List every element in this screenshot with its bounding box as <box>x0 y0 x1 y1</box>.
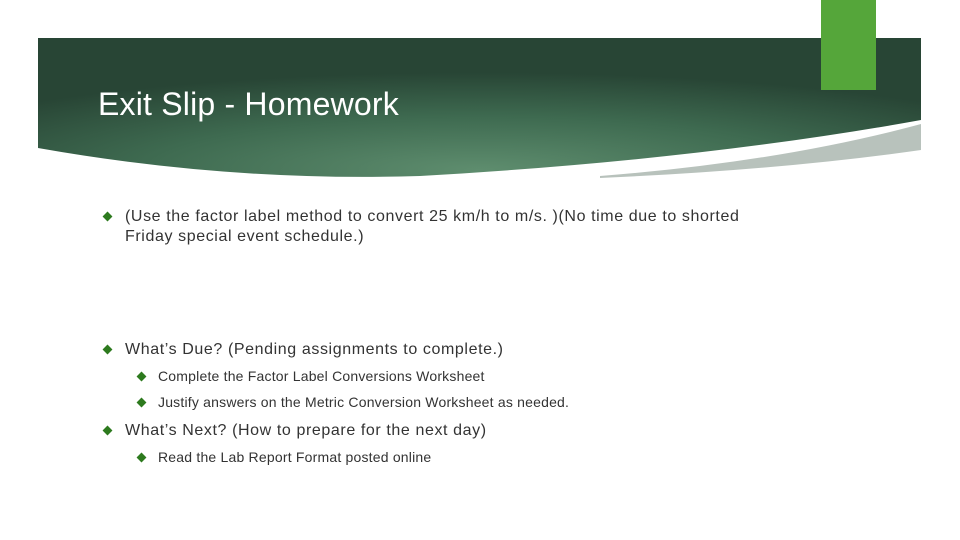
diamond-bullet-icon <box>103 426 113 436</box>
diamond-bullet-icon <box>137 372 147 382</box>
diamond-bullet-icon <box>137 453 147 463</box>
bullet-whats-next: What’s Next? (How to prepare for the next day) <box>125 422 487 439</box>
accent-tab <box>821 0 876 90</box>
bullet-1-line-2: Friday special event schedule.) <box>125 228 365 245</box>
slide-title: Exit Slip - Homework <box>98 86 399 122</box>
diamond-bullet-icon <box>103 345 113 355</box>
sub-bullet-factor-label: Complete the Factor Label Conversions Worksheet <box>158 368 485 384</box>
sub-bullet-metric-conversion: Justify answers on the Metric Conversion Worksheet as needed. <box>158 394 570 410</box>
bullet-whats-due: What’s Due? (Pending assignments to complete.) <box>125 341 504 358</box>
sub-bullet-lab-report: Read the Lab Report Format posted online <box>158 449 432 465</box>
bullet-1-line-1: (Use the factor label method to convert 25 km/h to m/s. )(No time due to shorted <box>125 208 740 225</box>
diamond-bullet-icon <box>137 398 147 408</box>
diamond-bullet-icon <box>103 212 113 222</box>
